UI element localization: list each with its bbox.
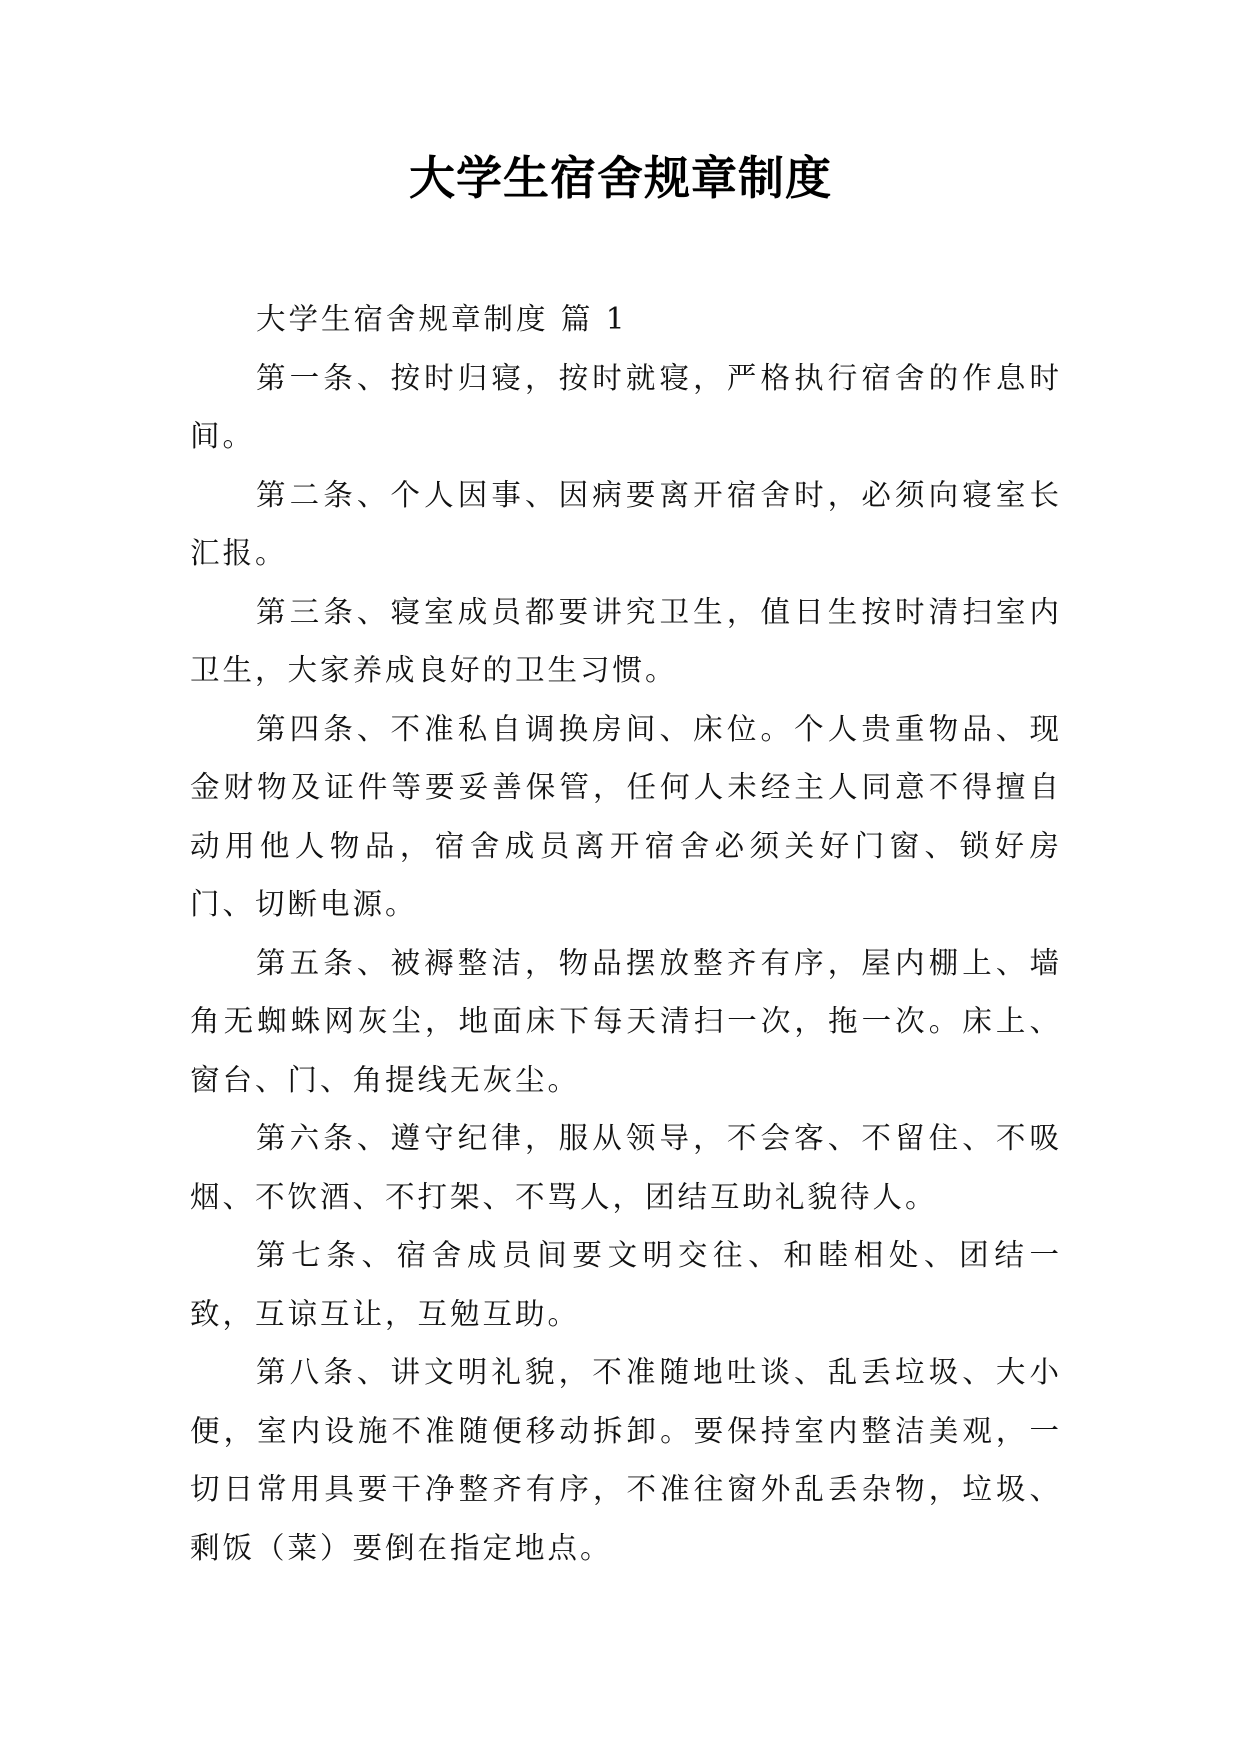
article-paragraph-8: 第八条、讲文明礼貌，不准随地吐谈、乱丢垃圾、大小便，室内设施不准随便移动拆卸。要保持室内整洁美观，一切日常用具要干净整齐有序，不准往窗外乱丢杂物，垃圾、剩饭（菜）要倒在指定地点。 xyxy=(190,1355,1062,1565)
article-paragraph-5: 第五条、被褥整洁，物品摆放整齐有序，屋内棚上、墙角无蜘蛛网灰尘，地面床下每天清扫一次，拖一次。床上、窗台、门、角提线无灰尘。 xyxy=(190,945,1062,1097)
article-paragraph-1: 第一条、按时归寝，按时就寝，严格执行宿舍的作息时间。 xyxy=(190,360,1062,453)
article-paragraph-2: 第二条、个人因事、因病要离开宿舍时，必须向寝室长汇报。 xyxy=(190,477,1062,570)
section-heading: 大学生宿舍规章制度 篇 1 xyxy=(256,302,628,336)
article-paragraph-6: 第六条、遵守纪律，服从领导，不会客、不留住、不吸烟、不饮酒、不打架、不骂人，团结互助礼貌待人。 xyxy=(190,1121,1062,1214)
article-paragraph-7: 第七条、宿舍成员间要文明交往、和睦相处、团结一致，互谅互让，互勉互助。 xyxy=(190,1238,1062,1331)
document-body xyxy=(190,290,1062,1577)
article-paragraph-4: 第四条、不准私自调换房间、床位。个人贵重物品、现金财物及证件等要妥善保管，任何人未经主人同意不得擅自动用他人物品，宿舍成员离开宿舍必须关好门窗、锁好房门、切断电源。 xyxy=(190,711,1062,921)
document-title: 大学生宿舍规章制度 xyxy=(409,151,832,205)
article-paragraph-3: 第三条、寝室成员都要讲究卫生，值日生按时清扫室内卫生，大家养成良好的卫生习惯。 xyxy=(190,594,1062,687)
